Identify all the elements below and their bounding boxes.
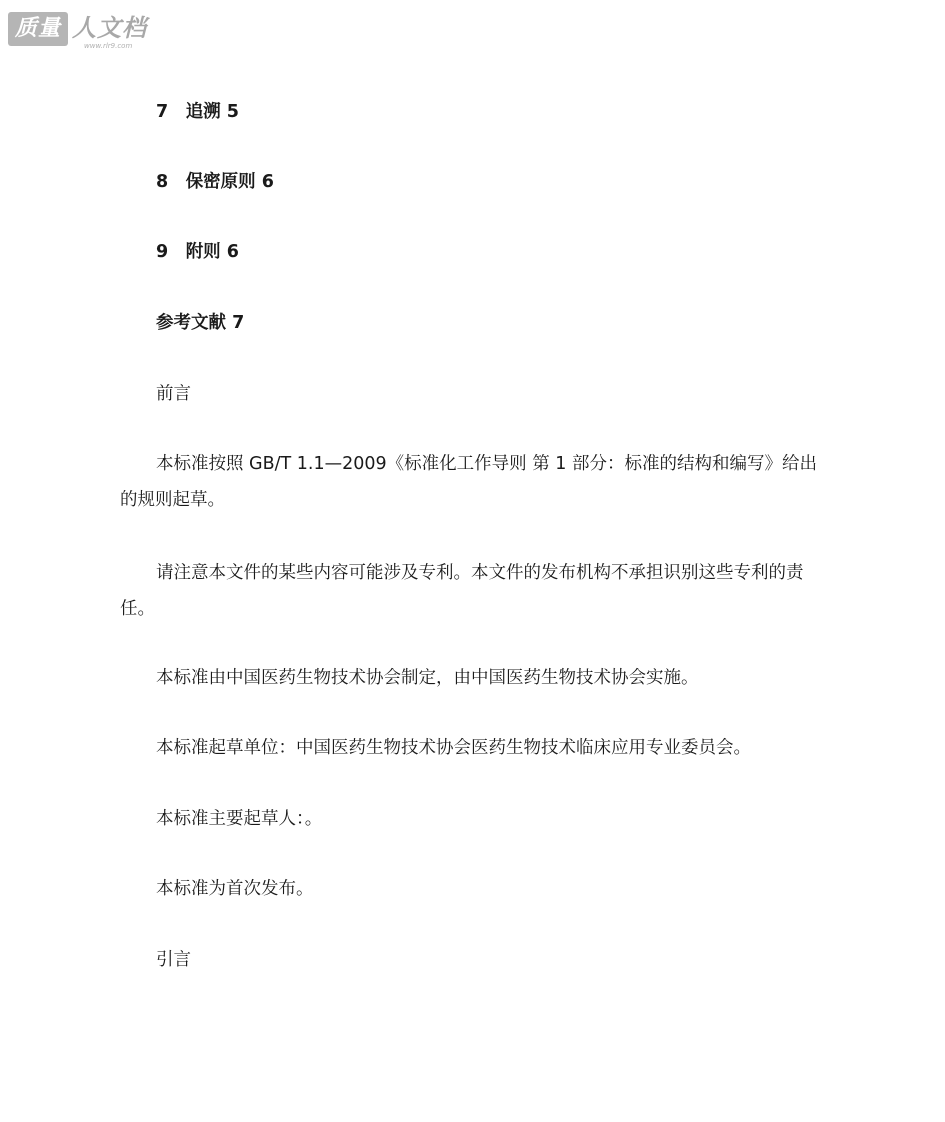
paragraph-drafting-unit: 本标准起草单位：中国医药生物技术协会医药生物技术临床应用专业委员会。 bbox=[156, 738, 751, 758]
paragraph-drafting-rules: 本标准按照 GB/T 1.1—2009《标准化工作导则 第 1 部分：标准的结构和编写》给出的规则起草。 bbox=[120, 454, 817, 510]
toc-entry-number: 7 bbox=[156, 102, 169, 122]
toc-entry-references: 参考文献 7 bbox=[156, 313, 245, 333]
heading-foreword: 前言 bbox=[156, 384, 191, 404]
toc-entry-page: 6 bbox=[226, 242, 239, 262]
paragraph-first-release: 本标准为首次发布。 bbox=[156, 879, 314, 899]
toc-entry-title: 保密原则 bbox=[185, 172, 256, 192]
toc-entry-number: 9 bbox=[156, 242, 169, 262]
paragraph-issuer: 本标准由中国医药生物技术协会制定，由中国医药生物技术协会实施。 bbox=[156, 668, 699, 688]
toc-entry-page: 6 bbox=[261, 172, 274, 192]
toc-entry-title: 附则 bbox=[185, 242, 221, 262]
paragraph-drafters: 本标准主要起草人：。 bbox=[156, 809, 323, 829]
toc-entry-title: 追溯 bbox=[185, 102, 221, 122]
toc-entry-page: 5 bbox=[226, 102, 239, 122]
site-logo bbox=[8, 12, 150, 50]
logo-url: www.rlr9.com bbox=[84, 42, 133, 50]
toc-entry-9 bbox=[120, 234, 828, 270]
logo-box: 质量 bbox=[8, 12, 68, 46]
paragraph-patent-notice: 请注意本文件的某些内容可能涉及专利。本文件的发布机构不承担识别这些专利的责任。 bbox=[120, 563, 804, 619]
toc-entry-7 bbox=[120, 94, 828, 130]
toc-entry-number: 8 bbox=[156, 172, 169, 192]
heading-introduction: 引言 bbox=[156, 950, 191, 970]
logo-wordmark: 人文档 bbox=[72, 14, 147, 42]
toc-entry-8 bbox=[120, 164, 828, 200]
